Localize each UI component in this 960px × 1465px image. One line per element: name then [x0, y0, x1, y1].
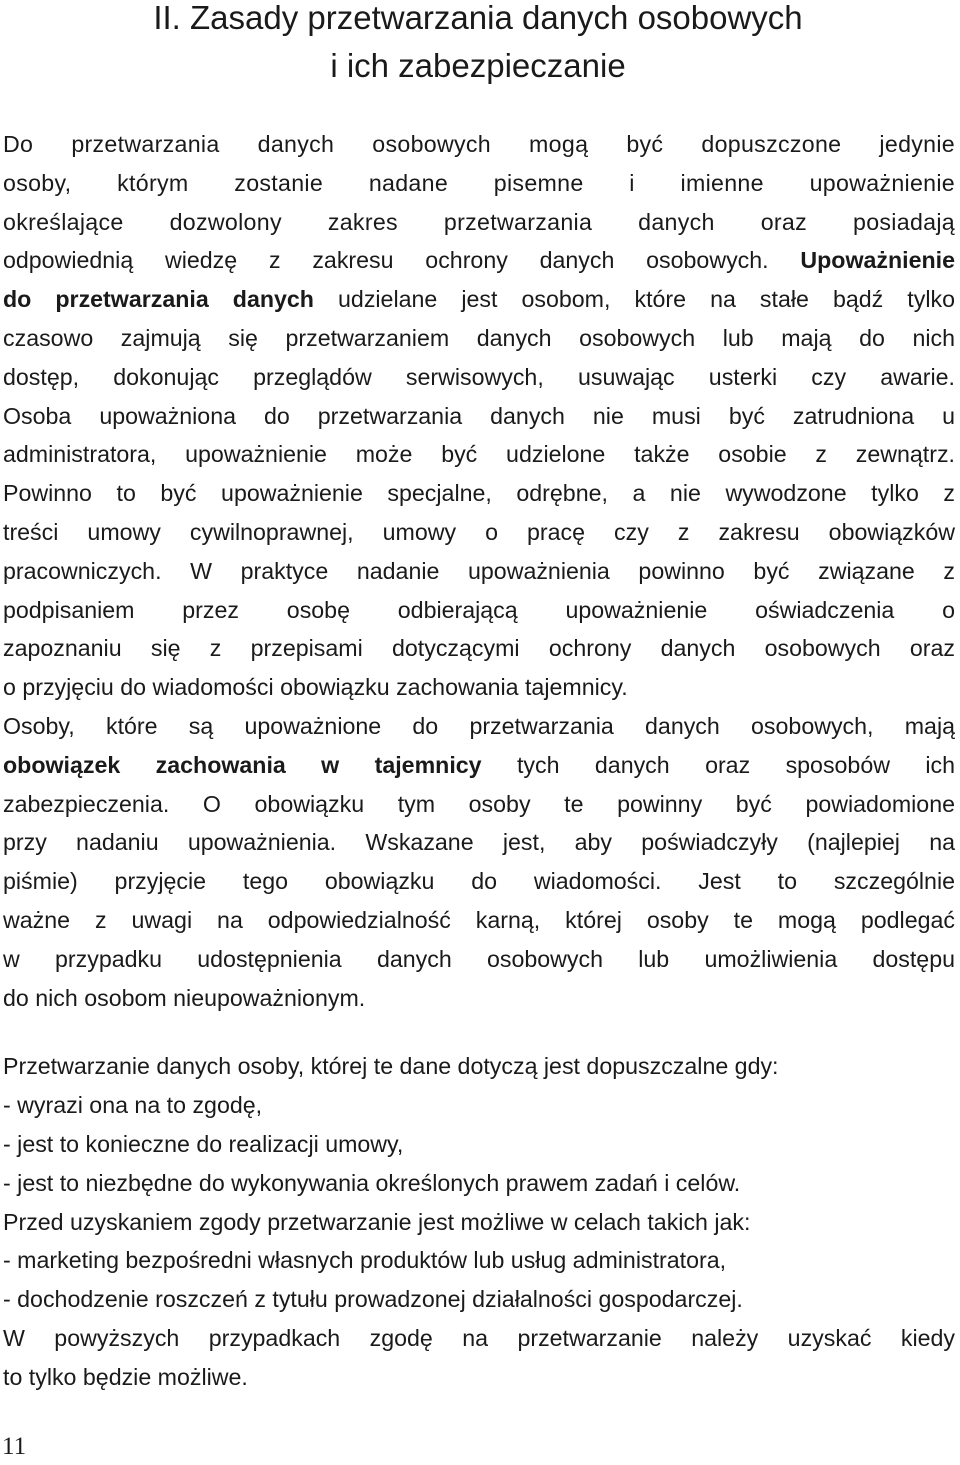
paragraph-gap [3, 1017, 955, 1047]
body-text [3, 125, 955, 1397]
paragraph-line: piśmie) przyjęcie tego obowiązku do wiadomości. Jest to szczególnie [3, 868, 955, 895]
paragraph-line: dostęp, dokonując przeglądów serwisowych, usuwając usterki czy awarie. [3, 363, 955, 390]
paragraph-line: podpisaniem przez osobę odbierającą upoważnienie oświadczenia o [3, 596, 955, 623]
emphasis-text: do przetwarzania danych [3, 286, 314, 313]
paragraph-line: Do przetwarzania danych osobowych mogą być dopuszczone jedynie [3, 131, 955, 157]
list-item: - marketing bezpośredni własnych produktów lub usług administratora, [3, 1247, 727, 1274]
list-item: - wyrazi ona na to zgodę, [3, 1092, 263, 1119]
page-number: 11 [2, 1433, 27, 1460]
paragraph-line: Przed uzyskaniem zgody przetwarzanie jest możliwe w celach takich jak: [3, 1208, 751, 1235]
list-item: - dochodzenie roszczeń z tytułu prowadzonej działalności gospodarczej. [3, 1286, 743, 1313]
section-title-line-1: II. Zasady przetwarzania danych osobowych [153, 0, 803, 36]
paragraph-line: przy nadaniu upoważnienia. Wskazane jest, aby poświadczyły (najlepiej na [3, 829, 955, 856]
emphasis-text: Upoważnienie [800, 247, 955, 274]
paragraph-line [3, 746, 955, 785]
paragraph-line: w przypadku udostępnienia danych osobowych lub umożliwienia dostępu [3, 945, 955, 972]
list-item: - jest to konieczne do realizacji umowy, [3, 1130, 404, 1157]
list-item: - jest to niezbędne do wykonywania określonych prawem zadań i celów. [3, 1169, 741, 1196]
paragraph-line-text: odpowiednią wiedzę z zakresu ochrony danych osobowych. [3, 247, 769, 274]
paragraph-line: Osoby, które są upoważnione do przetwarzania danych osobowych, mają [3, 712, 955, 739]
paragraph-line: ważne z uwagi na odpowiedzialność karną, której osoby te mogą podlegać [3, 906, 955, 933]
paragraph-line: W powyższych przypadkach zgodę na przetwarzanie należy uzyskać kiedy [3, 1324, 955, 1351]
paragraph-line: określające dozwolony zakres przetwarzania danych oraz posiadają [3, 208, 955, 235]
paragraph-line: administratora, upoważnienie może być udzielone także osobie z zewnątrz. [3, 441, 955, 468]
paragraph-line: Osoba upoważniona do przetwarzania danych nie musi być zatrudniona u [3, 402, 955, 429]
section-title-line-2: i ich zabezpieczanie [330, 47, 626, 84]
paragraph-line: treści umowy cywilnoprawnej, umowy o pracę czy z zakresu obowiązków [3, 518, 955, 545]
paragraph-line: pracowniczych. W praktyce nadanie upoważnienia powinno być związane z [3, 557, 955, 584]
paragraph-line: czasowo zajmują się przetwarzaniem danych osobowych lub mają do nich [3, 324, 955, 351]
paragraph-line [3, 280, 955, 319]
paragraph-line: do nich osobom nieupoważnionym. [3, 984, 366, 1011]
paragraph-line: zapoznaniu się z przepisami dotyczącymi ochrony danych osobowych oraz [3, 635, 955, 662]
paragraph-line: o przyjęciu do wiadomości obowiązku zachowania tajemnicy. [3, 674, 628, 701]
paragraph-line: to tylko będzie możliwe. [3, 1363, 248, 1390]
paragraph-line: Powinno to być upoważnienie specjalne, odrębne, a nie wywodzone tylko z [3, 480, 955, 507]
emphasis-text: obowiązek zachowania w tajemnicy [3, 751, 482, 778]
paragraph-line: Przetwarzanie danych osoby, której te dane dotyczą jest dopuszczalne gdy: [3, 1053, 779, 1080]
paragraph-line-text: udzielane jest osobom, które na stałe bądź tylko [313, 286, 955, 313]
paragraph-line: osoby, którym zostanie nadane pisemne i imienne upoważnienie [3, 169, 955, 196]
paragraph-line: zabezpieczenia. O obowiązku tym osoby te powinny być powiadomione [3, 790, 955, 817]
paragraph-line-text: tych danych oraz sposobów ich [481, 751, 955, 778]
paragraph-line [3, 241, 955, 280]
